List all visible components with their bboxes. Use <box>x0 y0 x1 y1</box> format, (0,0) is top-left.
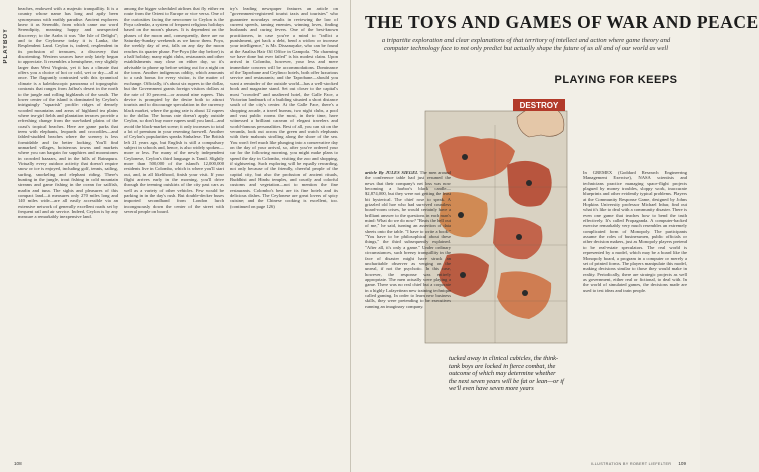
right-column-1 <box>365 170 451 460</box>
section-label: PLAYBOY <box>3 28 9 64</box>
article-dek: a tripartite exploration and clear explanations of that territory of intellect and action where game theory and computer technology face to not only predict but actually shape the future of us all and of our world as well <box>381 37 671 52</box>
illustration-caption: tucked away in clinical cubicles, the think-tank boys are locked in fierce combat, the outcome of which may determine whether the next seven years will be fat or lean—or if we'll even have seven more years <box>449 355 564 392</box>
left-column-1: beaches, endowed with a majestic tranquillity. It is a country whose name has long and aptly been synonymous with earthly paradise. Ancient explorers knew it as Serendib, from which came our word Serendipity, meaning happy and unexpected discovery; to the Arabs it was "the Isle of Delight"; and to the Ceylonese today it is Lanka, the Resplendent Land. Ceylon is, indeed, resplendent in its profusion of treasures, a discovery that disorienting. Western sources have only lately begun to appreciate. It resembles a hemisphere, very slightly larger than West Virginia, yet it has a climate that offers you a choice of hot or cold, wet or dry—all at once. The flagrantly contrasted with this tyrannical climate is a kaleidoscopic panorama of topographic contrasts that ranges from Jaffna's desert in the north to the jungle and rolling highlands of the south. The lower center of the island is dominated by Ceylon's intriguingly "squarish" profile: ridges of densely wooded mountains and areas of highland tea plains where tea-girl fields and plantation terraces provide a refreshing change from the sun-baked plains of the coast's tropical beaches. Here are game parks that teem with elephants, leopards and crocodiles—and fabled-studded beaches where the scenery is less formidable and far better looking. You'll find unmarked villages, boisterous towns and markets where you can bargain for sapphires and moonstones in crowded bazaars, and in the hills of Ratnapura. Virtually every outdoor activity that doesn't require snow or ice is enjoyed, including golf, tennis, sailing, surfing, snorkeling and elephant riding. There's hunting in the jungle, trout fishing in cold mountain streams and game fishing in the ocean for sailfish, marlin and tuna. The sights and pleasures of this compact land—it measures only 270 miles long and 140 miles wide—are all easily accessible via an extensive network of generally excellent roads set by frequent rail and air service. Indeed, Ceylon is by any measure a remarkably inexpensive land. <box>18 6 118 220</box>
byline: article By JULES SIEGEL <box>365 170 418 175</box>
article-subhead: PLAYING FOR KEEPS <box>554 74 678 86</box>
destroy-label: DESTROY <box>519 101 559 110</box>
left-column-2: among the bigger scheduled airlines that fly either en route from the Orient to Europe or vice versa. One of the curiosities facing the newcomer to Ceylon is the Poya calendar, a system of frequent religious holidays based on the moon's phases. It is dependent on the phases of the moon and, consequently, there are no Saturday-Sunday weekends as we know them. Poya, the weekly day of rest, falls on any day the moon reaches its quarter phase. Pre-Poya (the day before) is a half holiday; many night clubs, restaurants and other establishments may close on either day, so it's advisable to phone up before setting out for a night on the town. Another indigenous oddity, which amounts to a cash bonus for every visitor, is the matter of exchange. Officially, it's about six rupees to the dollar, but the Government grants foreign visitors dollars at the rate of 10 percent—or around nine rupees. This device is prompted by the desire both to attract tourists and to discourage speculation in the currency black market, where the going rate is about 12 rupees to the dollar. The bonus rate doesn't apply outside Ceylon, so don't buy more rupees until you land—and avoid the black-market scene; it only increases to total a lot of premium in your resenting farewell. Another of Ceylon's popularities speaks Sinhalese. The British left 21 years ago, but English is still a compulsory subject in schools and, hence, is also widely spoken—more or less. For many of the newly independent Ceylonese, Ceylon's third language is Tamil. Slightly more than 500,000 of the island's 12,000,000 residents live in Colombo, which is where you'll start out, and, in all likelihood, finish your visit. If your flight arrives early in the morning, you'll drive through the teeming outskirts of the city past cars as well as a variety of other vehicles. Few would be parking in in the day's rush. But double-decker buses imported secondhand from London lurch incongruously down the center of the street with several people on board. <box>124 6 225 215</box>
right-page <box>351 0 759 472</box>
illustration-credit: ILLUSTRATION BY ROBERT LIEFELTER <box>591 462 672 466</box>
right-column-1-text: The men around the conference table had just resumed the news that their company's net loss was now becoming a harbor's black candle—$2,874,000, but they were not getting the least bit hysterical. The chief rose to speak. A grizzled old hoe who had survived countless board-room crises, he would certainly have a brilliant answer to the questions in each man's mind: What do we do now? "Beats the hell out of me," he said, turning an assertion of data sheets onto the table. "I have to write a book." "You have to be philosophical about these things," the third subsequently explained. "After all, it's only a game." Under ordinary circumstances, such breezy tranquillity in the face of disaster might have struck an uncharitable observer as verging on the unreal, if not the psychotic. In this case, however, the response was entirely appropriate. The men actually were playing a game. There was no real chief but a corporate in a highly Lafayettean new training technique called gaming. In order to learn new business skills, they were pretending to be executives running an imaginary company. <box>365 170 451 309</box>
right-column-2: In GREMEX (Goddard Research Engineering Management Exercise), NASA scientists and technicians practice managing space-flight projects plagued by money troubles, sloppy work, inaccurate blueprints and other evidently typical problems. Players at the Community Response Game, designed by Johns Hopkins University professor Michael Inbar, find out what it's like to deal with a community disaster. There is even one game that teaches how to bend the truth effectively. It's called Propaganda. A computer-backed exercise remarkably very much resembles an extremely complicated form of Monopoly. The participants assume the roles of businessmen, public officials or other decision makers, just as Monopoly players pretend to be real-estate speculators. The real world is represented by a model, which may be a board like the Monopoly board, a program in a computer or merely a set of printed forms. The players manipulate this model, making decisions similar to those they would make in reality. Periodically, there are strategic projects as well as government, either real or fictional, to deal with. In the world of simulated games, the decisions made are used to test ideas and train people. <box>583 170 687 293</box>
page-number-right: 109 <box>678 461 686 466</box>
page-number-left: 108 <box>14 461 22 466</box>
article-headline: THE TOYS AND GAMES OF WAR AND PEACE <box>365 12 759 32</box>
left-column-3: try's leading newspaper features an article on "government-registered tourist taxis and touristes" who guarantee nowadays results in reviewing the law of current speeds, taming enemies, winning loves, finding husbands and curing fevers. One of the best-known practitioners, in case you've a mind to "inflict a punishment, get back a debt, bend a widow or increase your intelligence," is Mr. Dissanayake, who can be found at the Analisa Hair Oil Office in Gampola. "No charming we have done but ever failed" is his modest claim. Upon arrival in Colombo, however, your less and mere immediate concern will be accommodations. Dominance of the Taprobane and Ceylinco hotels, both offer luxurious service and restaurants; and the Taprobane—should you want a reminder of the outside world—has a well-stocked book and magazine stand. Set out closer to the capital's most "crowded" and unaltered hotel, the Galle Face, a Victorian landmark of a building situated a short distance south of the city's center. At the Galle Face, there's a shopping arcade, a travel bureau, two night clubs, a pool and vast public rooms the most, in their time, have witnessed a brilliant caravan of elegant travelers and world-famous personalities. Best of all, you can sit on the veranda, look out across the green and watch elephants with their mahouts strolling along the shore of the sea. You won't feel much like plunging into a conservative day on the day of your arrival, so, after you've ordered your car for the following morning, you might make plans to spend the day in Colombo, visiting the zoo and shopping, if sightseeing. Such exploring will be equally rewarding, not only because of the friendly, cheerful people of the capital city, but also the profusion of ancient rituals, Buddhist and Hindu temples, and courtly and colorful customs and vegetation—not to mention the fine restaurants. Colombo's best are its fine hotels and its delicious dishes. The Ceylonese are great lovers of spicy cuisine; and the Chinese cooking is excellent, too. (continued on page 126) <box>230 6 338 209</box>
left-page <box>0 0 351 472</box>
